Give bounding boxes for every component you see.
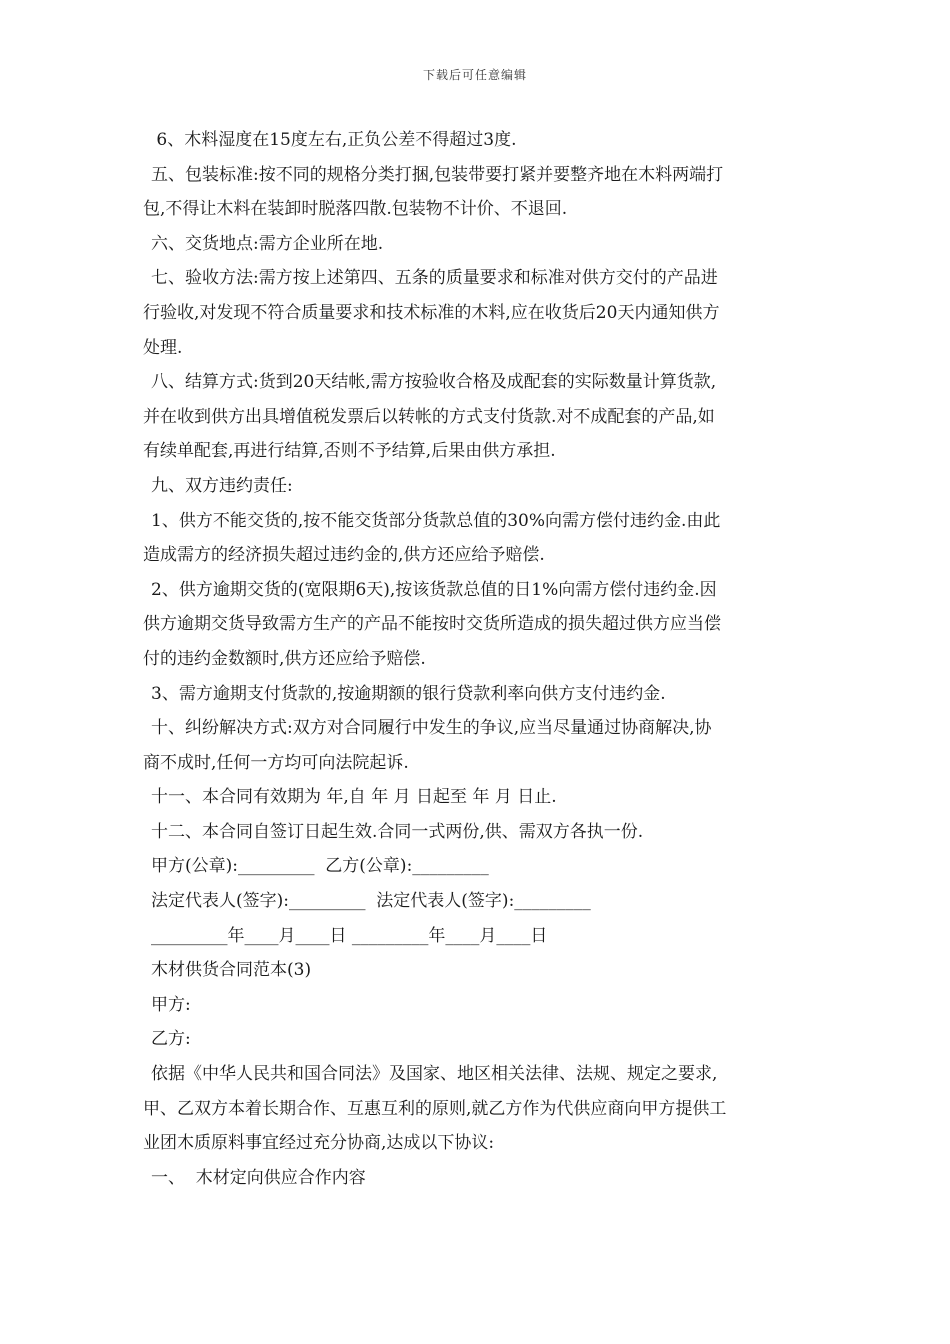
document-line: 包,不得让木料在装卸时脱落四散.包装物不计价、不退回. bbox=[143, 199, 568, 220]
document-line: 6、木料湿度在15度左右,正负公差不得超过3度. bbox=[151, 130, 517, 150]
document-line: 业团木质原料事宜经过充分协商,达成以下协议: bbox=[143, 1133, 495, 1154]
document-line: 供方逾期交货导致需方生产的产品不能按时交货所造成的损失超过供方应当偿 bbox=[143, 614, 721, 635]
document-line: 依据《中华人民共和国合同法》及国家、地区相关法律、法规、规定之要求, bbox=[151, 1064, 718, 1085]
document-body bbox=[143, 123, 813, 1195]
document-line: 行验收,对发现不符合质量要求和技术标准的木料,应在收货后20天内通知供方 bbox=[143, 302, 720, 323]
document-line: 1、供方不能交货的,按不能交货部分货款总值的30%向需方偿付违约金.由此 bbox=[151, 510, 721, 531]
document-line: 木材供货合同范本(3) bbox=[151, 960, 312, 981]
document-line: 七、验收方法:需方按上述第四、五条的质量要求和标准对供方交付的产品进 bbox=[151, 268, 718, 289]
document-line: 一、 木材定向供应合作内容 bbox=[151, 1167, 366, 1188]
document-line: 十、纠纷解决方式:双方对合同履行中发生的争议,应当尽量通过协商解决,协 bbox=[151, 718, 712, 739]
document-line: 五、包装标准:按不同的规格分类打捆,包装带要打紧并要整齐地在木料两端打 bbox=[151, 164, 724, 185]
page-header-note: 下载后可任意编辑 bbox=[422, 68, 527, 82]
document-line: _________年____月____日 _________年____月____日 bbox=[151, 925, 548, 946]
document-line: 造成需方的经济损失超过违约金的,供方还应给予赔偿. bbox=[143, 545, 545, 566]
document-line: 甲、乙双方本着长期合作、互惠互利的原则,就乙方作为代供应商向甲方提供工 bbox=[143, 1098, 727, 1119]
document-line: 有续单配套,再进行结算,否则不予结算,后果由供方承担. bbox=[143, 441, 556, 462]
document-line: 九、双方违约责任: bbox=[151, 475, 293, 496]
document-line: 法定代表人(签字):_________ 法定代表人(签字):_________ bbox=[151, 891, 591, 912]
document-line: 八、结算方式:货到20天结帐,需方按验收合格及成配套的实际数量计算货款, bbox=[151, 372, 717, 393]
document-line: 3、需方逾期支付货款的,按逾期额的银行贷款利率向供方支付违约金. bbox=[151, 683, 666, 704]
document-line: 乙方: bbox=[151, 1029, 191, 1050]
document-line: 十二、本合同自签订日起生效.合同一式两份,供、需双方各执一份. bbox=[151, 821, 644, 842]
document-line: 甲方: bbox=[151, 994, 191, 1015]
document-line: 付的违约金数额时,供方还应给予赔偿. bbox=[143, 648, 426, 669]
document-line: 商不成时,任何一方均可向法院起诉. bbox=[143, 752, 409, 773]
document-line: 并在收到供方出具增值税发票后以转帐的方式支付货款.对不成配套的产品,如 bbox=[143, 406, 715, 427]
document-line: 十一、本合同有效期为 年,自 年 月 日起至 年 月 日止. bbox=[151, 787, 557, 808]
document-line: 甲方(公章):_________ 乙方(公章):_________ bbox=[151, 856, 489, 877]
document-line: 六、交货地点:需方企业所在地. bbox=[151, 233, 384, 254]
document-line: 2、供方逾期交货的(宽限期6天),按该货款总值的日1%向需方偿付违约金.因 bbox=[151, 579, 717, 600]
document-line: 处理. bbox=[143, 337, 183, 358]
